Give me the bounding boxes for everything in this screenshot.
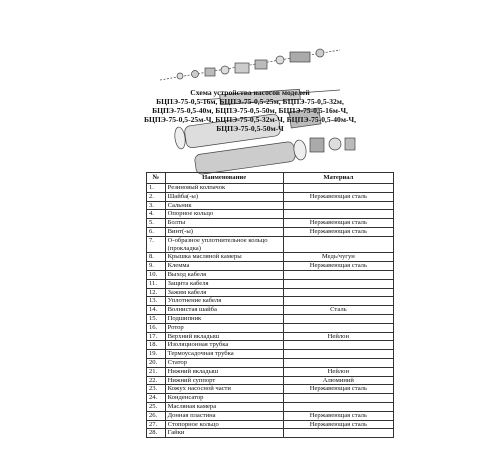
part-name: Ротор (165, 323, 283, 332)
row-number: 3. (147, 201, 166, 210)
part-name: Клемма (165, 262, 283, 271)
part-material (283, 323, 393, 332)
part-material (283, 341, 393, 350)
part-material: Нержавеющая сталь (283, 192, 393, 201)
part-name: Резиновый колпачок (165, 184, 283, 193)
table-row (147, 314, 394, 323)
part-material (283, 236, 393, 253)
table-row (147, 270, 394, 279)
title-line: БЦПЭ-75-0,5-25м-Ч, БЦПЭ-75-0,5-32м-Ч, БЦПЭ-75-0,5-40м-Ч, (143, 115, 357, 124)
row-number: 11. (147, 279, 166, 288)
table-row (147, 262, 394, 271)
part-material (283, 270, 393, 279)
table-row (147, 279, 394, 288)
header-name: Наименование (165, 173, 283, 184)
row-number: 6. (147, 227, 166, 236)
part-name: Винт(-ы) (165, 227, 283, 236)
part-name: Выход кабеля (165, 270, 283, 279)
row-number: 27. (147, 420, 166, 429)
row-number: 14. (147, 306, 166, 315)
table-row (147, 394, 394, 403)
table-row (147, 184, 394, 193)
part-name: Крышка масляной камеры (165, 253, 283, 262)
table-row (147, 192, 394, 201)
part-name: Опорное кольцо (165, 210, 283, 219)
part-name: Болты (165, 219, 283, 228)
header-number: № (147, 173, 166, 184)
table-row (147, 306, 394, 315)
table-row (147, 236, 394, 253)
row-number: 15. (147, 314, 166, 323)
part-material: Алюминий (283, 376, 393, 385)
row-number: 12. (147, 288, 166, 297)
part-material (283, 429, 393, 438)
row-number: 28. (147, 429, 166, 438)
part-material: Нейлон (283, 367, 393, 376)
part-name: Кожух насосной части (165, 385, 283, 394)
document-title (0, 88, 500, 133)
part-name: Масляная камера (165, 402, 283, 411)
part-material: Нержавеющая сталь (283, 420, 393, 429)
title-line: БЦПЭ-75-0,5-40м, БЦПЭ-75-0,5-50м, БЦПЭ-75-0,5-16м-Ч, (152, 106, 348, 115)
parts-table (146, 172, 394, 438)
row-number: 21. (147, 367, 166, 376)
part-material (283, 350, 393, 359)
title-line: БЦПЭ-75-0,5-16м, БЦПЭ-75-0,5-25м, БЦПЭ-75-0,5-32м, (156, 97, 344, 106)
row-number: 5. (147, 219, 166, 228)
row-number: 22. (147, 376, 166, 385)
table-row (147, 350, 394, 359)
part-material: Нержавеющая сталь (283, 262, 393, 271)
title-line: Схема устройства насосов моделей (190, 88, 310, 97)
table-row (147, 341, 394, 350)
row-number: 18. (147, 341, 166, 350)
table-row (147, 429, 394, 438)
part-name: Сальник (165, 201, 283, 210)
part-name: Нижний вкладыш (165, 367, 283, 376)
row-number: 17. (147, 332, 166, 341)
table-row (147, 288, 394, 297)
part-name: Статор (165, 358, 283, 367)
part-material (283, 288, 393, 297)
part-name: Гайки (165, 429, 283, 438)
table-row (147, 420, 394, 429)
part-name: Конденсатор (165, 394, 283, 403)
row-number: 1. (147, 184, 166, 193)
part-material (283, 358, 393, 367)
part-material: Нейлон (283, 332, 393, 341)
row-number: 20. (147, 358, 166, 367)
part-name: Шайба(-ы) (165, 192, 283, 201)
part-name: Стопорное кольцо (165, 420, 283, 429)
part-name: Термоусадочная трубка (165, 350, 283, 359)
part-material: Сталь (283, 306, 393, 315)
part-name: Зажим кабеля (165, 288, 283, 297)
part-material: Нержавеющая сталь (283, 219, 393, 228)
table-row (147, 219, 394, 228)
part-material (283, 394, 393, 403)
table-row (147, 253, 394, 262)
part-material (283, 297, 393, 306)
row-number: 25. (147, 402, 166, 411)
table-row (147, 332, 394, 341)
header-material: Материал (283, 173, 393, 184)
table-header-row (147, 173, 394, 184)
row-number: 8. (147, 253, 166, 262)
part-material: Нержавеющая сталь (283, 411, 393, 420)
part-name: Верхний вкладыш (165, 332, 283, 341)
part-name: Уплотнение кабеля (165, 297, 283, 306)
table-row (147, 367, 394, 376)
table-row (147, 385, 394, 394)
part-material: Медь/чугун (283, 253, 393, 262)
table-row (147, 402, 394, 411)
title-line: БЦПЭ-75-0,5-50м-Ч (216, 124, 284, 133)
row-number: 19. (147, 350, 166, 359)
part-material (283, 279, 393, 288)
part-material (283, 314, 393, 323)
part-name: Волнистая шайба (165, 306, 283, 315)
row-number: 4. (147, 210, 166, 219)
table-row (147, 358, 394, 367)
table-row (147, 411, 394, 420)
row-number: 9. (147, 262, 166, 271)
table-row (147, 376, 394, 385)
row-number: 10. (147, 270, 166, 279)
part-name: Нижний суппорт (165, 376, 283, 385)
part-material (283, 184, 393, 193)
part-name: Донная пластина (165, 411, 283, 420)
part-material: Нержавеющая сталь (283, 227, 393, 236)
part-material: Нержавеющая сталь (283, 385, 393, 394)
table-row (147, 210, 394, 219)
row-number: 24. (147, 394, 166, 403)
part-name: Защита кабеля (165, 279, 283, 288)
table-row (147, 297, 394, 306)
part-name: О-образное уплотнительное кольцо (прокладка) (165, 236, 283, 253)
table-row (147, 201, 394, 210)
row-number: 23. (147, 385, 166, 394)
row-number: 16. (147, 323, 166, 332)
part-name: Изоляционная трубка (165, 341, 283, 350)
row-number: 26. (147, 411, 166, 420)
part-material (283, 402, 393, 411)
row-number: 13. (147, 297, 166, 306)
row-number: 7. (147, 236, 166, 253)
table-row (147, 323, 394, 332)
part-material (283, 210, 393, 219)
row-number: 2. (147, 192, 166, 201)
part-material (283, 201, 393, 210)
part-name: Подшипник (165, 314, 283, 323)
table-row (147, 227, 394, 236)
